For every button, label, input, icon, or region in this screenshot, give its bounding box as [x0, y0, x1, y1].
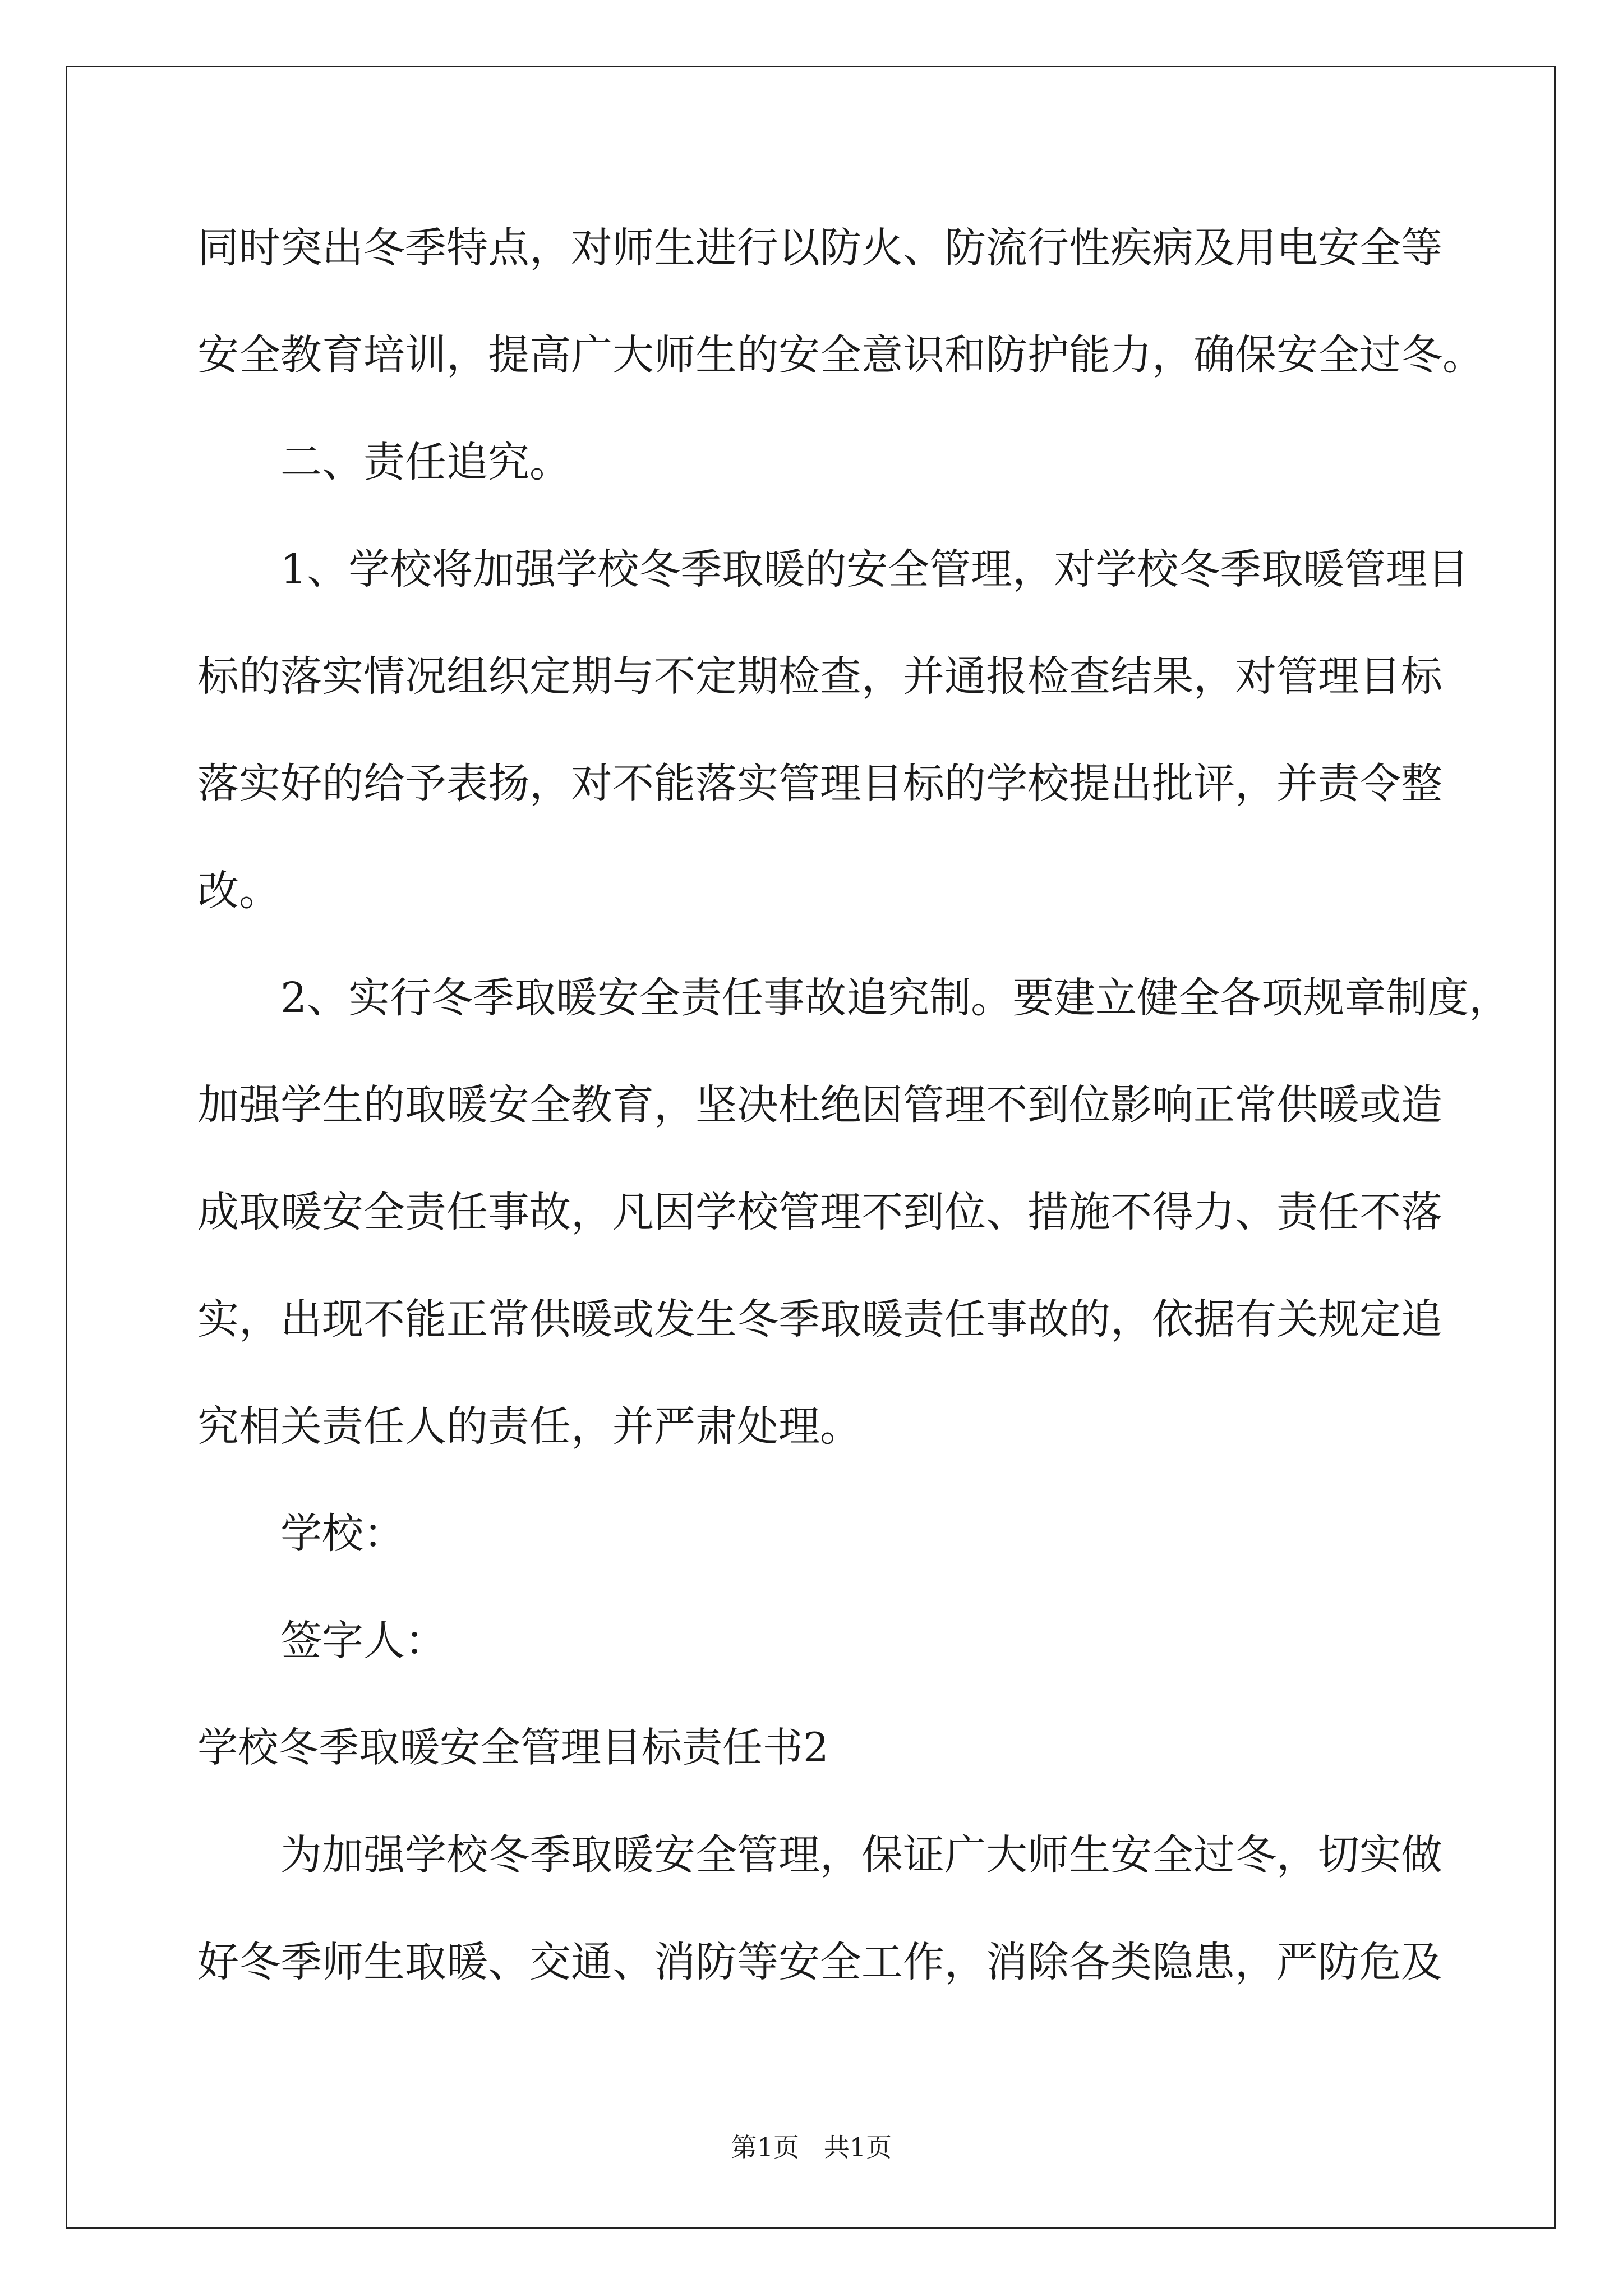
body-text-line: 究相关责任人的责任，并严肃处理。	[197, 1402, 861, 1451]
body-text-line: 好冬季师生取暖、交通、消防等安全工作，消除各类隐患，严防危及	[197, 1938, 1442, 1986]
body-text-line: 2、实行冬季取暖安全责任事故追究制。要建立健全各项规章制度，	[280, 974, 1511, 1022]
body-text-line: 同时突出冬季特点，对师生进行以防火、防流行性疾病及用电安全等	[197, 224, 1442, 272]
body-text-line: 落实好的给予表扬，对不能落实管理目标的学校提出批评，并责令整	[197, 760, 1442, 808]
signer-label: 签字人：	[280, 1617, 446, 1665]
body-text-line: 实，出现不能正常供暖或发生冬季取暖责任事故的，依据有关规定追	[197, 1295, 1442, 1343]
body-text-line: 改。	[197, 867, 280, 915]
document-title: 学校冬季取暖安全管理目标责任书2	[197, 1724, 829, 1771]
school-signature-label: 学校：	[280, 1510, 405, 1558]
body-text-line: 为加强学校冬季取暖安全管理，保证广大师生安全过冬，切实做	[280, 1831, 1442, 1879]
section-heading: 二、责任追究。	[280, 438, 571, 486]
body-text-line: 安全教育培训，提高广大师生的安全意识和防护能力，确保安全过冬。	[197, 331, 1484, 379]
body-text-line: 1、学校将加强学校冬季取暖的安全管理，对学校冬季取暖管理目	[280, 545, 1469, 593]
body-text-line: 加强学生的取暖安全教育，坚决杜绝因管理不到位影响正常供暖或造	[197, 1081, 1442, 1129]
body-text-line: 标的落实情况组织定期与不定期检查，并通报检查结果，对管理目标	[197, 652, 1442, 701]
page-frame	[66, 66, 1556, 2229]
page-footer: 第1页 共1页	[731, 2132, 892, 2162]
body-text-line: 成取暖安全责任事故，凡因学校管理不到位、措施不得力、责任不落	[197, 1188, 1442, 1236]
